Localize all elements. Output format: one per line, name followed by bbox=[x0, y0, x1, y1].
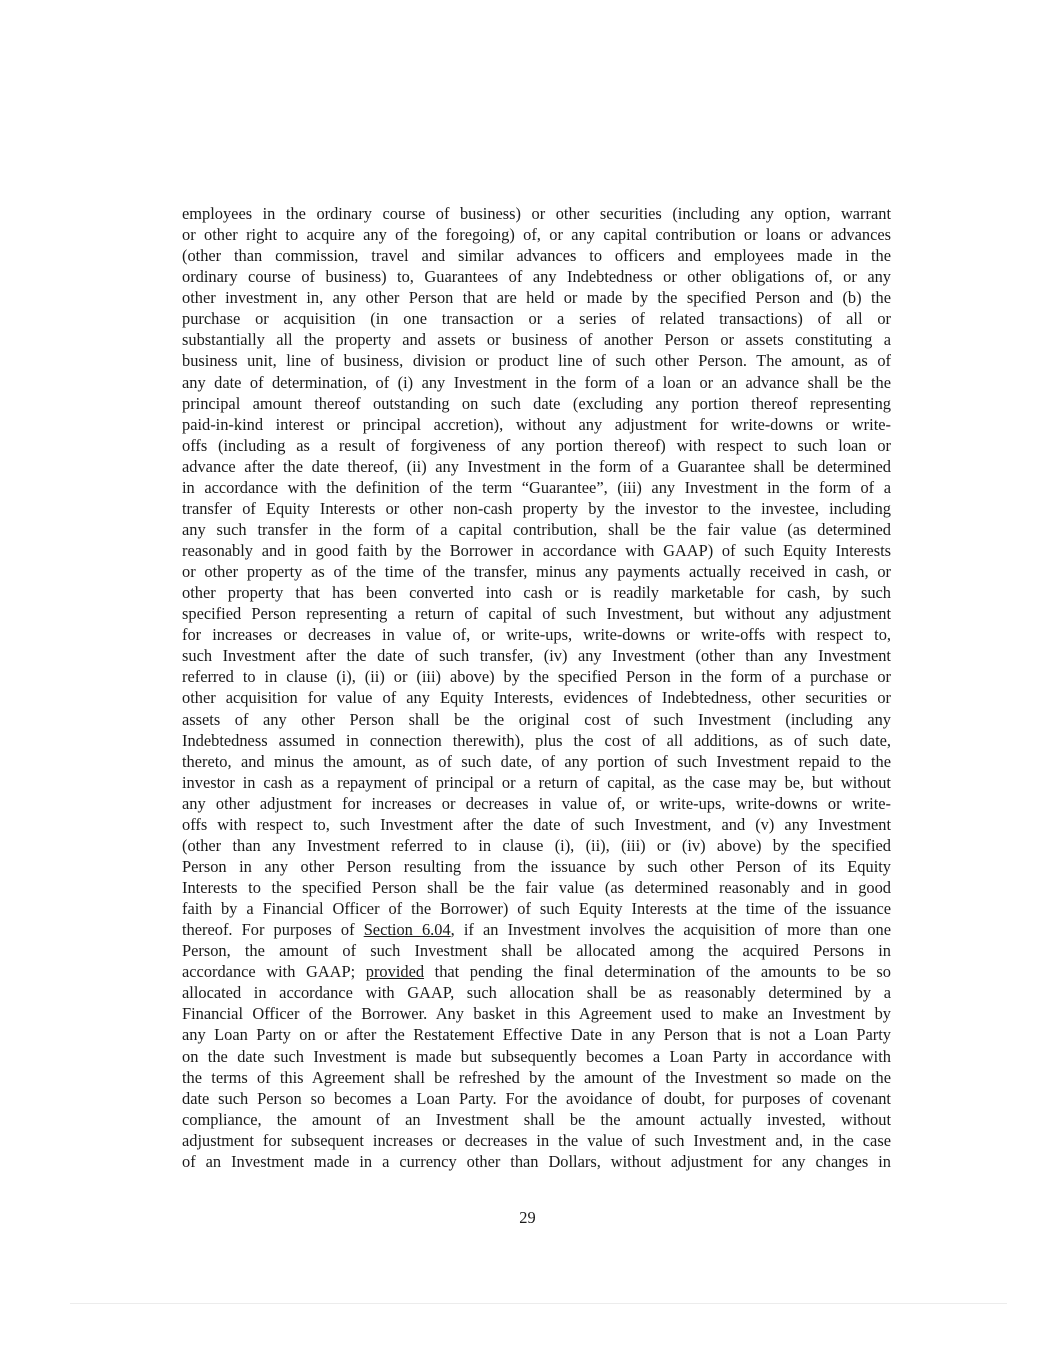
text-line: Financial Officer of the Borrower. Any basket in this Agreement used to make an Investment by bbox=[182, 1004, 891, 1024]
text-line: reasonably and in good faith by the Borrower in accordance with GAAP) of such Equity Interests bbox=[182, 541, 891, 560]
text-line: principal amount thereof outstanding on such date (excluding any portion thereof representing bbox=[182, 393, 891, 413]
text-line: adjustment for subsequent increases or decreases in the value of such Investment and, in the case bbox=[182, 1130, 891, 1150]
text-line: offs with respect to, such Investment after the date of such Investment, and (v) any Investment bbox=[182, 814, 891, 834]
text-line: of an Investment made in a currency other than Dollars, without adjustment for any changes in bbox=[182, 1151, 891, 1171]
text-line: Person in any other Person resulting from the issuance by such other Person of its Equity bbox=[182, 856, 891, 876]
text-line: other acquisition for value of any Equity Interests, evidences of Indebtedness, other securities or bbox=[182, 688, 891, 708]
text-segment: thereof. For purposes of bbox=[182, 920, 364, 940]
text-line: business unit, line of business, division or product line of such other Person. The amount, as of bbox=[182, 351, 891, 371]
text-line: substantially all the property and assets or business of another Person or assets constituting a bbox=[182, 330, 891, 350]
text-line: or other right to acquire any of the foregoing) of, or any capital contribution or loans or advances bbox=[182, 225, 891, 245]
text-line: faith by a Financial Officer of the Borrower) of such Equity Interests at the time of the issuance bbox=[182, 899, 891, 919]
text-line: purchase or acquisition (in one transaction or a series of related transactions) of all or bbox=[182, 309, 891, 329]
text-line-with-proviso bbox=[182, 961, 891, 982]
text-line: any Loan Party on or after the Restatement Effective Date in any Person that is not a Loan Party bbox=[182, 1025, 891, 1045]
text-line: transfer of Equity Interests or other non-cash property by the investor to the investee, including bbox=[182, 498, 891, 518]
text-line: or other property as of the time of the transfer, minus any payments actually received in cash, or bbox=[182, 562, 891, 582]
text-line-with-reference bbox=[182, 919, 891, 940]
provided-term: provided bbox=[365, 962, 425, 982]
text-line: other investment in, any other Person that are held or made by the specified Person and (b) the bbox=[182, 288, 891, 308]
text-line: thereto, and minus the amount, as of such date, of any portion of such Investment repaid to the bbox=[182, 751, 891, 771]
body-paragraph bbox=[182, 203, 891, 1172]
text-line: referred to in clause (i), (ii) or (iii) above) by the specified Person in the form of a purchase or bbox=[182, 667, 891, 687]
text-line: date such Person so becomes a Loan Party. For the avoidance of doubt, for purposes of covenant bbox=[182, 1088, 891, 1108]
text-line: such Investment after the date of such transfer, (iv) any Investment (other than any Investment bbox=[182, 646, 891, 666]
text-line: any other adjustment for increases or decreases in value of, or write-ups, write-downs or write- bbox=[182, 793, 891, 813]
text-line: specified Person representing a return of capital of such Investment, but without any adjustment bbox=[182, 604, 891, 624]
text-line: ordinary course of business) to, Guarantees of any Indebtedness or other obligations of, or any bbox=[182, 267, 891, 287]
text-line: employees in the ordinary course of business) or other securities (including any option, warrant bbox=[182, 204, 891, 223]
text-line: any such transfer in the form of a capital contribution, shall be the fair value (as determined bbox=[182, 519, 891, 539]
text-line: (other than any Investment referred to in clause (i), (ii), (iii) or (iv) above) by the specified bbox=[182, 835, 891, 855]
text-line: Interests to the specified Person shall be the fair value (as determined reasonably and in good bbox=[182, 878, 891, 897]
text-line: any date of determination, of (i) any Investment in the form of a loan or an advance shall be the bbox=[182, 372, 891, 392]
text-line: investor in cash as a repayment of principal or a return of capital, as the case may be, but without bbox=[182, 772, 891, 792]
text-line: the terms of this Agreement shall be refreshed by the amount of the Investment so made on the bbox=[182, 1067, 891, 1087]
text-line: on the date such Investment is made but subsequently becomes a Loan Party in accordance with bbox=[182, 1046, 891, 1066]
text-line: Person, the amount of such Investment shall be allocated among the acquired Persons in bbox=[182, 941, 891, 961]
text-line: offs (including as a result of forgiveness of any portion thereof) with respect to such loan or bbox=[182, 435, 891, 455]
text-line: allocated in accordance with GAAP, such allocation shall be as reasonably determined by a bbox=[182, 983, 891, 1003]
text-line: in accordance with the definition of the term “Guarantee”, (iii) any Investment in the form of a bbox=[182, 477, 891, 497]
text-line: assets of any other Person shall be the original cost of such Investment (including any bbox=[182, 709, 891, 729]
section-reference-link[interactable]: Section 6.04 bbox=[363, 920, 451, 940]
text-line: (other than commission, travel and similar advances to officers and employees made in the bbox=[182, 246, 891, 266]
text-line: other property that has been converted into cash or is readily marketable for cash, by such bbox=[182, 583, 891, 603]
text-line: paid-in-kind interest or principal accretion), without any adjustment for write-downs or write- bbox=[182, 414, 891, 434]
text-line: advance after the date thereof, (ii) any Investment in the form of a Guarantee shall be determined bbox=[182, 456, 891, 476]
text-line: Indebtedness assumed in connection therewith), plus the cost of all additions, as of such date, bbox=[182, 730, 891, 750]
text-segment: that pending the final determination of the amounts to be so bbox=[424, 962, 891, 982]
text-line: for increases or decreases in value of, or write-ups, write-downs or write-offs with respect to, bbox=[182, 625, 891, 645]
page-number: 29 bbox=[519, 1208, 536, 1227]
text-line: compliance, the amount of an Investment shall be the amount actually invested, without bbox=[182, 1109, 891, 1129]
text-segment: , if an Investment involves the acquisition of more than one bbox=[450, 920, 891, 940]
text-segment: accordance with GAAP; bbox=[182, 962, 366, 982]
page-divider bbox=[70, 1303, 1007, 1304]
